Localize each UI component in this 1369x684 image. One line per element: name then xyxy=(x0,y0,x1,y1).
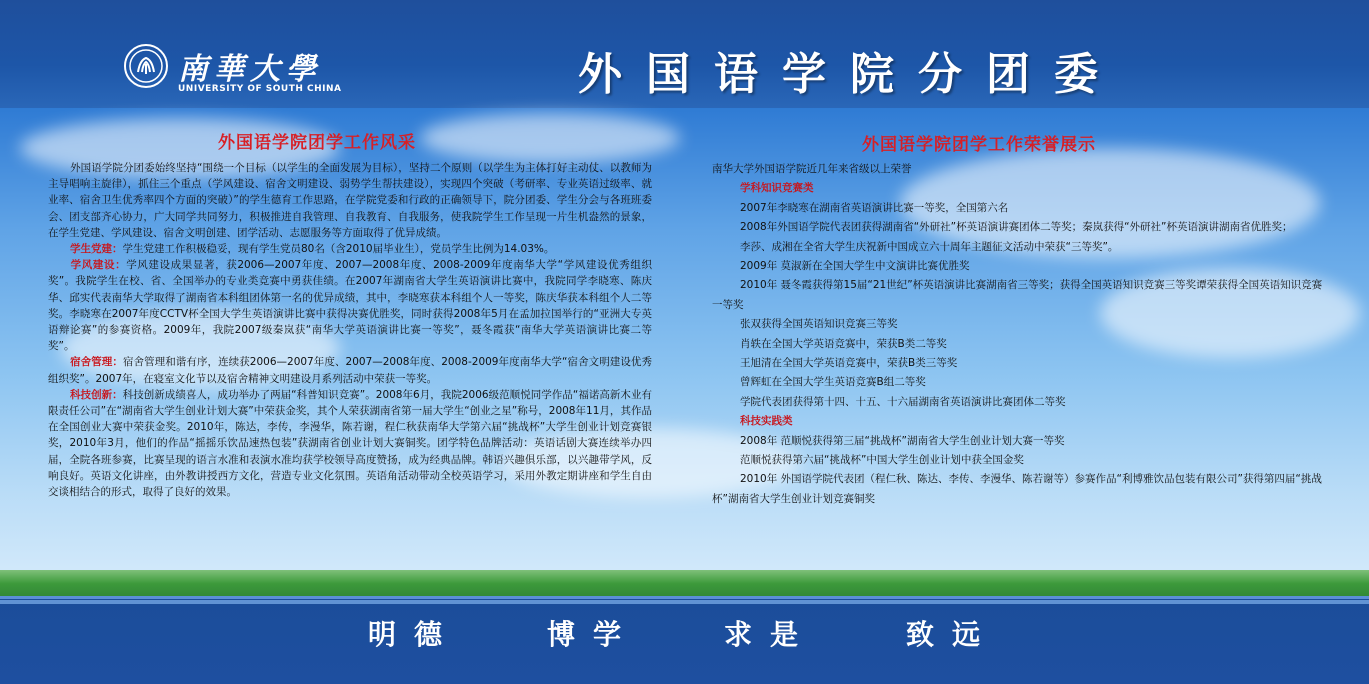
honor-category: 科技实践类 xyxy=(740,415,793,428)
motto-word: 博学 xyxy=(547,618,640,651)
section-text: 学生党建工作积极稳妥，现有学生党员80名（含2010届毕业生），党员学生比例为14.03%。 xyxy=(122,243,555,256)
section-label: 科技创新： xyxy=(70,388,123,401)
motto-word: 致远 xyxy=(906,618,999,651)
page-title: 外国语学院分团委 xyxy=(578,49,1122,100)
intro-paragraph: 外国语学院分团委始终坚持“围绕一个目标（以学生的全面发展为目标），坚持二个原则（以学生为主体打好主动仗、以教师为主导唱响主旋律），抓住三个重点（学风建设、宿舍文明建设、弱势学生帮扶建设），实现四个突破（考研率、专业英语过级率、就业率、宿舍卫生优秀率四个方面的突破）”的学生德育工作思路，在学院党委和行政的正确领导下，院分团委、学生分会与各班班委会、团支部齐心协力，广大同学共同努力，积极推进自我管理、自我教育、自我服务，使我院学生工作呈现一片生机盎然的景象，在学生党建、学风建设、宿舍文明创建、团学活动、志愿服务等方面取得了优异成绩。 xyxy=(48,162,652,239)
university-name-cn: 南華大學 xyxy=(178,52,322,87)
motto-word: 明德 xyxy=(368,618,461,651)
section-paragraph xyxy=(48,257,652,354)
university-name-en: UNIVERSITY OF SOUTH CHINA xyxy=(178,84,342,94)
section-paragraph xyxy=(48,354,652,386)
honor-item: 范顺悦获得第六届“挑战杯”中国大学生创业计划中获全国金奖 xyxy=(740,453,1024,466)
university-seal-icon xyxy=(124,44,168,88)
honor-item: 2010年 聂冬霞获得第15届“21世纪”杯英语演讲比赛湖南省三等奖；获得全国英语知识竞赛三等奖谭荣获得全国英语知识竞赛一等奖 xyxy=(712,279,1323,311)
section-label: 学生党建： xyxy=(70,243,123,256)
honor-item: 2008年 范顺悦获得第三届“挑战杯”湖南省大学生创业计划大赛一等奖 xyxy=(740,434,1065,447)
section-paragraph xyxy=(48,241,652,257)
section-label: 宿舍管理： xyxy=(70,356,123,369)
header-band xyxy=(0,0,1369,108)
honor-item: 2009年 莫淑新在全国大学生中文演讲比赛优胜奖 xyxy=(740,259,970,272)
honor-item: 曾辉虹在全国大学生英语竞赛B组二等奖 xyxy=(740,376,926,389)
section-text: 科技创新成绩喜人，成功举办了两届“科普知识竞赛”。2008年6月，我院2006级范顺悦同学作品“福诺高新木业有限责任公司”在“湖南省大学生创业计划大赛”中荣获金奖，其个人荣获湖南省第一届大学生“创业之星”称号，2008年11月，其作品在全国创业大赛中荣获金奖。2010年，陈达，李传，李漫华，陈若谢，程仁秋获南华大学第六届“挑战杯”大学生创业计划竞赛银奖，2010年3月，他们的作品“摇摇乐饮品速热包装”获湖南省创业计划大赛铜奖。团学特色品牌活动：英语话剧大赛连续举办四届，全院各班参赛，比赛呈现的语言水准和表演水准均获学校领导高度赞扬，成为经典品牌。韩语兴趣俱乐部，以兴趣带学风，反响良好。英语文化讲座，由外教讲授西方文化，营造专业文化氛围。英语角活动带动全校英语学习，采用外教定期讲座和学生自由交谈相结合的形式，取得了良好的效果。 xyxy=(48,388,652,499)
honor-item: 2007年李晓寒在湖南省英语演讲比赛一等奖，全国第六名 xyxy=(740,201,1009,214)
section-text: 宿舍管理和谐有序，连续获2006—2007年度、2007—2008年度、2008-2009年度南华大学“宿舍文明建设优秀组织奖”。2007年，在寝室文化节以及宿舍精神文明建设月系列活动中荣获一等奖。 xyxy=(48,356,653,385)
footer-stripe xyxy=(0,600,1369,604)
motto-word: 求是 xyxy=(724,618,817,651)
honor-list xyxy=(712,160,1324,509)
section-text: 学风建设成果显著，获2006—2007年度、2007—2008年度、2008-2009年度南华大学“学风建设优秀组织奖”。我院学生在校、省、全国举办的专业类竞赛中勇获佳绩。在2007年湖南省大学生英语演讲比赛中，我院同学李晓寒、陈庆华、邱实代表南华大学取得了湖南省本科组团体第一名的优异成绩，其中，李晓寒获本科组个人一等奖，陈庆华获本科组个人二等奖。李晓寒在2007年度CCTV杯全国大学生英语演讲比赛中获得决赛优胜奖，同时获得2008年5月在孟加拉国举行的“亚洲大专英语辩论赛”的参赛资格。2009年，我院2007级秦岚获“南华大学英语演讲比赛一等奖”，聂冬霞获“南华大学英语演讲比赛二等奖”。 xyxy=(48,259,652,353)
honor-item: 南华大学外国语学院近几年来省级以上荣誉 xyxy=(712,163,912,175)
honor-item: 王旭清在全国大学英语竞赛中，荣获B类三等奖 xyxy=(740,356,958,369)
right-column-title: 外国语学院团学工作荣誉展示 xyxy=(862,135,1096,155)
left-column-text xyxy=(48,160,652,500)
section-label: 学风建设： xyxy=(70,259,127,272)
honor-item: 肖轶在全国大学英语竞赛中，荣获B类二等奖 xyxy=(740,337,947,350)
section-paragraph xyxy=(48,387,652,500)
honor-category: 学科知识竞赛类 xyxy=(740,182,814,195)
school-motto xyxy=(0,613,1369,653)
left-column-title: 外国语学院团学工作风采 xyxy=(218,133,416,153)
honor-item: 李莎、成湘在全省大学生庆祝新中国成立六十周年主题征文活动中荣获“三等奖”。 xyxy=(740,240,1119,253)
honor-item: 2008年外国语学院代表团获得湖南省“外研社”杯英语演讲赛团体二等奖；秦岚获得“外研社”杯英语演讲湖南省优胜奖； xyxy=(740,221,1293,234)
honor-item: 2010年 外国语学院代表团（程仁秋、陈达、李传、李漫华、陈若谢等）参赛作品“利博雅饮品包装有限公司”获得第四届“挑战杯”湖南省大学生创业计划竞赛铜奖 xyxy=(712,473,1322,505)
honor-item: 张双获得全国英语知识竞赛三等奖 xyxy=(740,318,898,331)
honor-item: 学院代表团获得第十四、十五、十六届湖南省英语演讲比赛团体二等奖 xyxy=(740,395,1066,408)
